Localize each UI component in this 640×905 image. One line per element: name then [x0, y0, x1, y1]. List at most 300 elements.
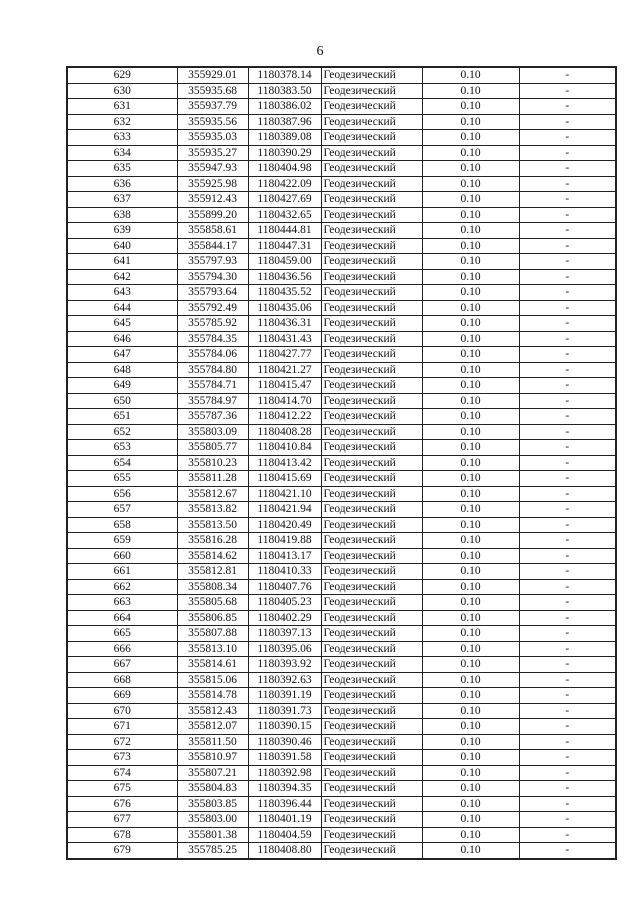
description-cell: -: [519, 223, 616, 239]
coordinates-table: [66, 66, 617, 860]
accuracy-cell: 0.10: [422, 393, 519, 409]
point-number-cell: 661: [67, 564, 177, 580]
description-cell: -: [519, 796, 616, 812]
accuracy-cell: 0.10: [422, 316, 519, 332]
method-cell: Геодезический: [321, 223, 422, 239]
accuracy-cell: 0.10: [422, 455, 519, 471]
accuracy-cell: 0.10: [422, 610, 519, 626]
table-row: [67, 238, 616, 254]
accuracy-cell: 0.10: [422, 99, 519, 115]
x-coordinate-cell: 355815.06: [177, 672, 248, 688]
point-number-cell: 640: [67, 238, 177, 254]
point-number-cell: 650: [67, 393, 177, 409]
x-coordinate-cell: 355785.92: [177, 316, 248, 332]
table-row: [67, 827, 616, 843]
accuracy-cell: 0.10: [422, 362, 519, 378]
method-cell: Геодезический: [321, 750, 422, 766]
point-number-cell: 673: [67, 750, 177, 766]
point-number-cell: 631: [67, 99, 177, 115]
point-number-cell: 678: [67, 827, 177, 843]
y-coordinate-cell: 1180391.73: [248, 703, 321, 719]
description-cell: -: [519, 83, 616, 99]
description-cell: -: [519, 316, 616, 332]
x-coordinate-cell: 355912.43: [177, 192, 248, 208]
x-coordinate-cell: 355947.93: [177, 161, 248, 177]
y-coordinate-cell: 1180408.28: [248, 424, 321, 440]
table-row: [67, 83, 616, 99]
point-number-cell: 659: [67, 533, 177, 549]
method-cell: Геодезический: [321, 378, 422, 394]
point-number-cell: 632: [67, 114, 177, 130]
point-number-cell: 637: [67, 192, 177, 208]
description-cell: -: [519, 331, 616, 347]
accuracy-cell: 0.10: [422, 734, 519, 750]
method-cell: Геодезический: [321, 455, 422, 471]
point-number-cell: 672: [67, 734, 177, 750]
description-cell: -: [519, 145, 616, 161]
y-coordinate-cell: 1180435.06: [248, 300, 321, 316]
page-number: 6: [316, 44, 324, 59]
method-cell: Геодезический: [321, 703, 422, 719]
point-number-cell: 657: [67, 502, 177, 518]
method-cell: Геодезический: [321, 331, 422, 347]
method-cell: Геодезический: [321, 238, 422, 254]
table-row: [67, 99, 616, 115]
point-number-cell: 664: [67, 610, 177, 626]
table-row: [67, 130, 616, 146]
description-cell: -: [519, 176, 616, 192]
method-cell: Геодезический: [321, 626, 422, 642]
y-coordinate-cell: 1180390.15: [248, 719, 321, 735]
method-cell: Геодезический: [321, 393, 422, 409]
table-row: [67, 378, 616, 394]
y-coordinate-cell: 1180386.02: [248, 99, 321, 115]
x-coordinate-cell: 355785.25: [177, 843, 248, 859]
description-cell: -: [519, 641, 616, 657]
description-cell: -: [519, 269, 616, 285]
y-coordinate-cell: 1180393.92: [248, 657, 321, 673]
accuracy-cell: 0.10: [422, 409, 519, 425]
x-coordinate-cell: 355793.64: [177, 285, 248, 301]
x-coordinate-cell: 355784.06: [177, 347, 248, 363]
y-coordinate-cell: 1180420.49: [248, 517, 321, 533]
accuracy-cell: 0.10: [422, 378, 519, 394]
description-cell: -: [519, 688, 616, 704]
method-cell: Геодезический: [321, 269, 422, 285]
point-number-cell: 638: [67, 207, 177, 223]
point-number-cell: 674: [67, 765, 177, 781]
description-cell: -: [519, 657, 616, 673]
point-number-cell: 633: [67, 130, 177, 146]
y-coordinate-cell: 1180383.50: [248, 83, 321, 99]
table-row: [67, 734, 616, 750]
accuracy-cell: 0.10: [422, 533, 519, 549]
table-row: [67, 362, 616, 378]
method-cell: Геодезический: [321, 83, 422, 99]
accuracy-cell: 0.10: [422, 331, 519, 347]
description-cell: -: [519, 843, 616, 859]
x-coordinate-cell: 355814.78: [177, 688, 248, 704]
y-coordinate-cell: 1180415.47: [248, 378, 321, 394]
x-coordinate-cell: 355804.83: [177, 781, 248, 797]
method-cell: Геодезический: [321, 362, 422, 378]
table-row: [67, 595, 616, 611]
description-cell: -: [519, 393, 616, 409]
method-cell: Геодезический: [321, 533, 422, 549]
accuracy-cell: 0.10: [422, 300, 519, 316]
x-coordinate-cell: 355812.81: [177, 564, 248, 580]
accuracy-cell: 0.10: [422, 641, 519, 657]
point-number-cell: 652: [67, 424, 177, 440]
table-row: [67, 114, 616, 130]
table-row: [67, 781, 616, 797]
y-coordinate-cell: 1180390.29: [248, 145, 321, 161]
x-coordinate-cell: 355935.68: [177, 83, 248, 99]
y-coordinate-cell: 1180427.77: [248, 347, 321, 363]
x-coordinate-cell: 355811.28: [177, 471, 248, 487]
accuracy-cell: 0.10: [422, 192, 519, 208]
description-cell: -: [519, 238, 616, 254]
accuracy-cell: 0.10: [422, 130, 519, 146]
method-cell: Геодезический: [321, 471, 422, 487]
table-row: [67, 719, 616, 735]
description-cell: -: [519, 486, 616, 502]
point-number-cell: 679: [67, 843, 177, 859]
table-row: [67, 471, 616, 487]
accuracy-cell: 0.10: [422, 285, 519, 301]
y-coordinate-cell: 1180408.80: [248, 843, 321, 859]
accuracy-cell: 0.10: [422, 672, 519, 688]
point-number-cell: 648: [67, 362, 177, 378]
accuracy-cell: 0.10: [422, 765, 519, 781]
description-cell: -: [519, 719, 616, 735]
y-coordinate-cell: 1180459.00: [248, 254, 321, 270]
method-cell: Геодезический: [321, 486, 422, 502]
method-cell: Геодезический: [321, 657, 422, 673]
y-coordinate-cell: 1180419.88: [248, 533, 321, 549]
y-coordinate-cell: 1180410.33: [248, 564, 321, 580]
point-number-cell: 649: [67, 378, 177, 394]
table-row: [67, 316, 616, 332]
method-cell: Геодезический: [321, 316, 422, 332]
accuracy-cell: 0.10: [422, 548, 519, 564]
x-coordinate-cell: 355935.27: [177, 145, 248, 161]
x-coordinate-cell: 355806.85: [177, 610, 248, 626]
point-number-cell: 656: [67, 486, 177, 502]
method-cell: Геодезический: [321, 207, 422, 223]
y-coordinate-cell: 1180402.29: [248, 610, 321, 626]
coordinates-table-body: [67, 67, 616, 859]
table-row: [67, 145, 616, 161]
description-cell: -: [519, 703, 616, 719]
point-number-cell: 642: [67, 269, 177, 285]
table-row: [67, 393, 616, 409]
point-number-cell: 654: [67, 455, 177, 471]
y-coordinate-cell: 1180404.98: [248, 161, 321, 177]
table-row: [67, 347, 616, 363]
y-coordinate-cell: 1180432.65: [248, 207, 321, 223]
method-cell: Геодезический: [321, 843, 422, 859]
table-row: [67, 440, 616, 456]
accuracy-cell: 0.10: [422, 812, 519, 828]
description-cell: -: [519, 579, 616, 595]
method-cell: Геодезический: [321, 796, 422, 812]
method-cell: Геодезический: [321, 812, 422, 828]
accuracy-cell: 0.10: [422, 347, 519, 363]
table-row: [67, 641, 616, 657]
description-cell: -: [519, 595, 616, 611]
method-cell: Геодезический: [321, 688, 422, 704]
description-cell: -: [519, 192, 616, 208]
point-number-cell: 651: [67, 409, 177, 425]
accuracy-cell: 0.10: [422, 843, 519, 859]
x-coordinate-cell: 355808.34: [177, 579, 248, 595]
method-cell: Геодезический: [321, 641, 422, 657]
x-coordinate-cell: 355937.79: [177, 99, 248, 115]
method-cell: Геодезический: [321, 734, 422, 750]
accuracy-cell: 0.10: [422, 223, 519, 239]
description-cell: -: [519, 300, 616, 316]
table-row: [67, 703, 616, 719]
method-cell: Геодезический: [321, 827, 422, 843]
x-coordinate-cell: 355803.85: [177, 796, 248, 812]
method-cell: Геодезический: [321, 610, 422, 626]
accuracy-cell: 0.10: [422, 517, 519, 533]
table-row: [67, 626, 616, 642]
y-coordinate-cell: 1180378.14: [248, 67, 321, 83]
accuracy-cell: 0.10: [422, 688, 519, 704]
y-coordinate-cell: 1180397.13: [248, 626, 321, 642]
x-coordinate-cell: 355784.97: [177, 393, 248, 409]
y-coordinate-cell: 1180444.81: [248, 223, 321, 239]
table-row: [67, 564, 616, 580]
y-coordinate-cell: 1180396.44: [248, 796, 321, 812]
x-coordinate-cell: 355794.30: [177, 269, 248, 285]
x-coordinate-cell: 355792.49: [177, 300, 248, 316]
description-cell: -: [519, 285, 616, 301]
x-coordinate-cell: 355807.88: [177, 626, 248, 642]
method-cell: Геодезический: [321, 114, 422, 130]
table-row: [67, 502, 616, 518]
x-coordinate-cell: 355812.07: [177, 719, 248, 735]
point-number-cell: 675: [67, 781, 177, 797]
table-row: [67, 409, 616, 425]
method-cell: Геодезический: [321, 517, 422, 533]
x-coordinate-cell: 355813.50: [177, 517, 248, 533]
x-coordinate-cell: 355899.20: [177, 207, 248, 223]
y-coordinate-cell: 1180422.09: [248, 176, 321, 192]
x-coordinate-cell: 355813.10: [177, 641, 248, 657]
description-cell: -: [519, 409, 616, 425]
point-number-cell: 677: [67, 812, 177, 828]
description-cell: -: [519, 67, 616, 83]
x-coordinate-cell: 355813.82: [177, 502, 248, 518]
x-coordinate-cell: 355814.61: [177, 657, 248, 673]
method-cell: Геодезический: [321, 579, 422, 595]
accuracy-cell: 0.10: [422, 67, 519, 83]
method-cell: Геодезический: [321, 145, 422, 161]
description-cell: -: [519, 378, 616, 394]
table-row: [67, 843, 616, 859]
point-number-cell: 665: [67, 626, 177, 642]
description-cell: -: [519, 362, 616, 378]
accuracy-cell: 0.10: [422, 657, 519, 673]
method-cell: Геодезический: [321, 176, 422, 192]
description-cell: -: [519, 734, 616, 750]
point-number-cell: 643: [67, 285, 177, 301]
x-coordinate-cell: 355787.36: [177, 409, 248, 425]
y-coordinate-cell: 1180414.70: [248, 393, 321, 409]
method-cell: Геодезический: [321, 765, 422, 781]
method-cell: Геодезический: [321, 99, 422, 115]
table-row: [67, 657, 616, 673]
point-number-cell: 635: [67, 161, 177, 177]
table-row: [67, 223, 616, 239]
x-coordinate-cell: 355797.93: [177, 254, 248, 270]
accuracy-cell: 0.10: [422, 424, 519, 440]
table-row: [67, 812, 616, 828]
method-cell: Геодезический: [321, 548, 422, 564]
point-number-cell: 647: [67, 347, 177, 363]
description-cell: -: [519, 564, 616, 580]
table-row: [67, 285, 616, 301]
method-cell: Геодезический: [321, 130, 422, 146]
point-number-cell: 634: [67, 145, 177, 161]
description-cell: -: [519, 347, 616, 363]
y-coordinate-cell: 1180401.19: [248, 812, 321, 828]
x-coordinate-cell: 355935.03: [177, 130, 248, 146]
y-coordinate-cell: 1180404.59: [248, 827, 321, 843]
accuracy-cell: 0.10: [422, 750, 519, 766]
description-cell: -: [519, 502, 616, 518]
x-coordinate-cell: 355805.68: [177, 595, 248, 611]
y-coordinate-cell: 1180410.84: [248, 440, 321, 456]
accuracy-cell: 0.10: [422, 827, 519, 843]
accuracy-cell: 0.10: [422, 486, 519, 502]
y-coordinate-cell: 1180389.08: [248, 130, 321, 146]
y-coordinate-cell: 1180415.69: [248, 471, 321, 487]
y-coordinate-cell: 1180421.27: [248, 362, 321, 378]
y-coordinate-cell: 1180421.94: [248, 502, 321, 518]
description-cell: -: [519, 254, 616, 270]
y-coordinate-cell: 1180405.23: [248, 595, 321, 611]
table-row: [67, 207, 616, 223]
y-coordinate-cell: 1180431.43: [248, 331, 321, 347]
description-cell: -: [519, 548, 616, 564]
y-coordinate-cell: 1180447.31: [248, 238, 321, 254]
description-cell: -: [519, 99, 616, 115]
description-cell: -: [519, 626, 616, 642]
point-number-cell: 676: [67, 796, 177, 812]
accuracy-cell: 0.10: [422, 703, 519, 719]
description-cell: -: [519, 750, 616, 766]
method-cell: Геодезический: [321, 409, 422, 425]
y-coordinate-cell: 1180395.06: [248, 641, 321, 657]
accuracy-cell: 0.10: [422, 471, 519, 487]
table-row: [67, 331, 616, 347]
point-number-cell: 641: [67, 254, 177, 270]
accuracy-cell: 0.10: [422, 626, 519, 642]
description-cell: -: [519, 812, 616, 828]
point-number-cell: 663: [67, 595, 177, 611]
table-row: [67, 455, 616, 471]
y-coordinate-cell: 1180391.58: [248, 750, 321, 766]
accuracy-cell: 0.10: [422, 579, 519, 595]
accuracy-cell: 0.10: [422, 161, 519, 177]
method-cell: Геодезический: [321, 424, 422, 440]
y-coordinate-cell: 1180407.76: [248, 579, 321, 595]
description-cell: -: [519, 207, 616, 223]
x-coordinate-cell: 355935.56: [177, 114, 248, 130]
method-cell: Геодезический: [321, 672, 422, 688]
method-cell: Геодезический: [321, 161, 422, 177]
x-coordinate-cell: 355816.28: [177, 533, 248, 549]
x-coordinate-cell: 355812.43: [177, 703, 248, 719]
method-cell: Геодезический: [321, 719, 422, 735]
description-cell: -: [519, 781, 616, 797]
table-row: [67, 688, 616, 704]
table-row: [67, 424, 616, 440]
x-coordinate-cell: 355811.50: [177, 734, 248, 750]
accuracy-cell: 0.10: [422, 207, 519, 223]
description-cell: -: [519, 471, 616, 487]
method-cell: Геодезический: [321, 564, 422, 580]
y-coordinate-cell: 1180436.56: [248, 269, 321, 285]
table-row: [67, 579, 616, 595]
method-cell: Геодезический: [321, 285, 422, 301]
x-coordinate-cell: 355807.21: [177, 765, 248, 781]
x-coordinate-cell: 355801.38: [177, 827, 248, 843]
x-coordinate-cell: 355929.01: [177, 67, 248, 83]
table-row: [67, 486, 616, 502]
y-coordinate-cell: 1180394.35: [248, 781, 321, 797]
y-coordinate-cell: 1180435.52: [248, 285, 321, 301]
point-number-cell: 666: [67, 641, 177, 657]
point-number-cell: 646: [67, 331, 177, 347]
table-row: [67, 517, 616, 533]
x-coordinate-cell: 355844.17: [177, 238, 248, 254]
description-cell: -: [519, 517, 616, 533]
x-coordinate-cell: 355810.97: [177, 750, 248, 766]
table-row: [67, 672, 616, 688]
method-cell: Геодезический: [321, 254, 422, 270]
x-coordinate-cell: 355925.98: [177, 176, 248, 192]
x-coordinate-cell: 355810.23: [177, 455, 248, 471]
point-number-cell: 668: [67, 672, 177, 688]
method-cell: Геодезический: [321, 192, 422, 208]
x-coordinate-cell: 355803.09: [177, 424, 248, 440]
table-row: [67, 176, 616, 192]
x-coordinate-cell: 355812.67: [177, 486, 248, 502]
accuracy-cell: 0.10: [422, 254, 519, 270]
description-cell: -: [519, 765, 616, 781]
method-cell: Геодезический: [321, 347, 422, 363]
point-number-cell: 629: [67, 67, 177, 83]
table-row: [67, 300, 616, 316]
y-coordinate-cell: 1180413.42: [248, 455, 321, 471]
accuracy-cell: 0.10: [422, 796, 519, 812]
point-number-cell: 658: [67, 517, 177, 533]
description-cell: -: [519, 533, 616, 549]
table-row: [67, 533, 616, 549]
description-cell: -: [519, 827, 616, 843]
description-cell: -: [519, 610, 616, 626]
x-coordinate-cell: 355858.61: [177, 223, 248, 239]
description-cell: -: [519, 440, 616, 456]
table-row: [67, 610, 616, 626]
x-coordinate-cell: 355814.62: [177, 548, 248, 564]
x-coordinate-cell: 355803.00: [177, 812, 248, 828]
